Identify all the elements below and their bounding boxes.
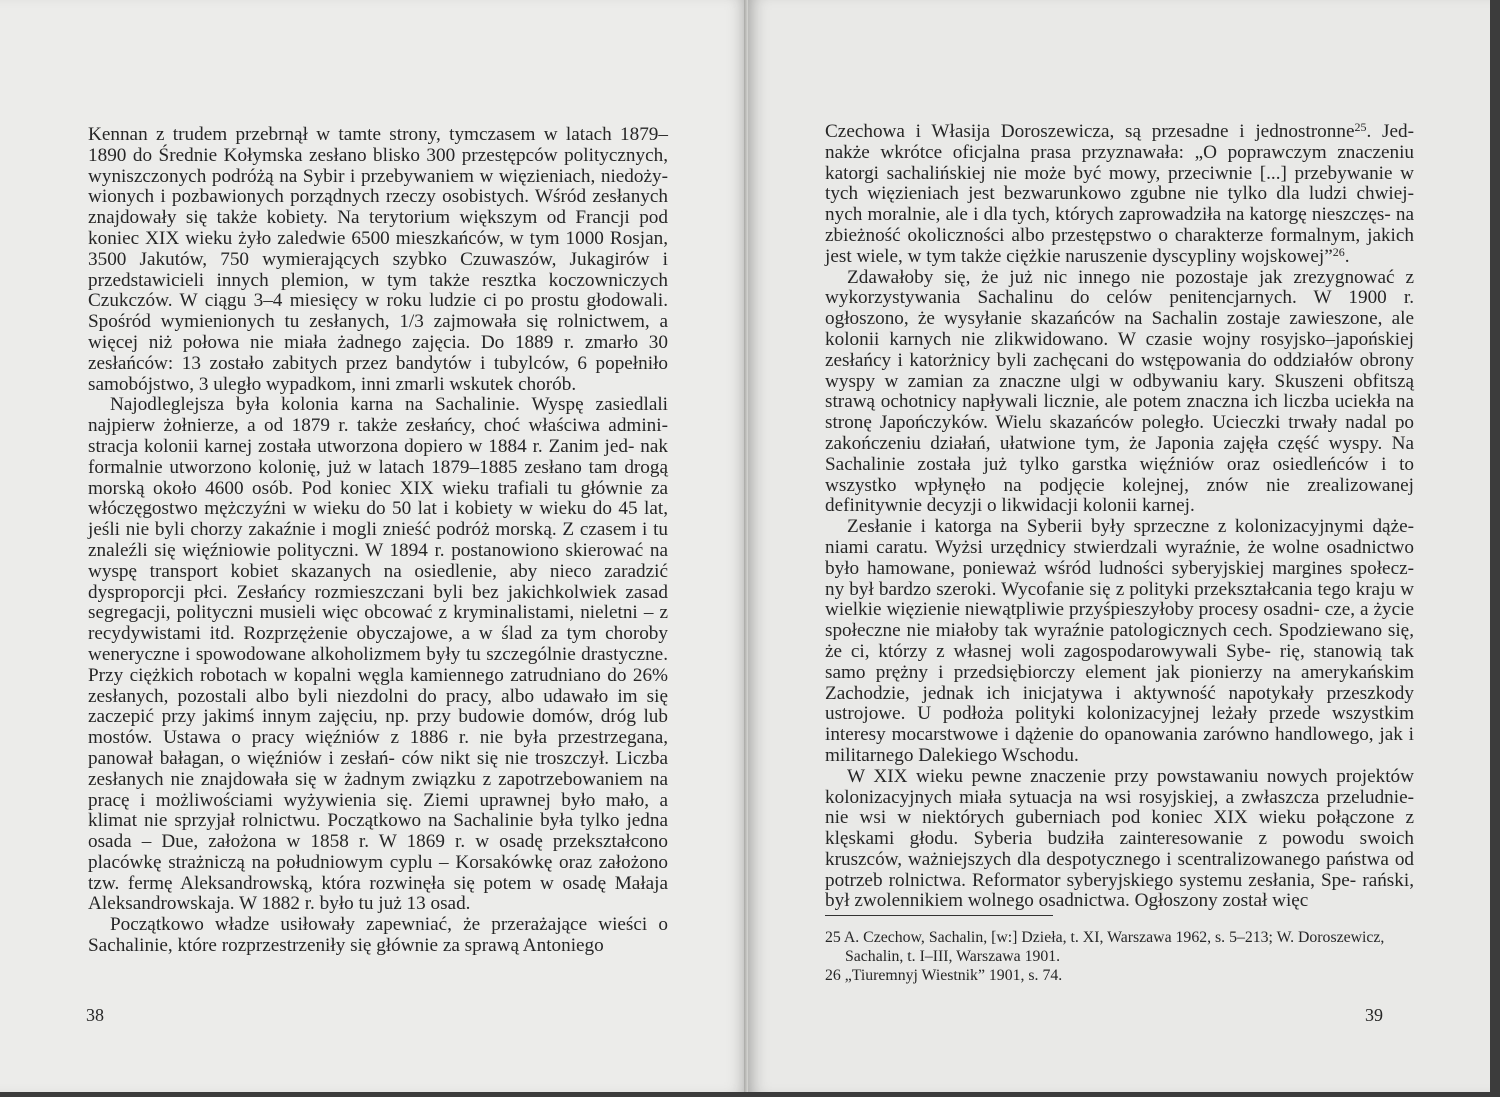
page-number-left: 38 [86, 1005, 104, 1025]
paragraph [88, 395, 668, 915]
text-line: wyniszczonych podróżą na Sybir i przebywaniem w więzieniach, niedoży- [88, 165, 668, 187]
text-line: Z czasem i tu znaleźli się więźniowie polityczni. W 1894 r. postanowiono [88, 519, 669, 561]
text-line: handlowego, jak i militarnego Dalekiego Wschodu. [825, 724, 1415, 766]
text-line: nie wsi w niektórych guberniach pod koniec XIX wieku połączone [825, 807, 1395, 829]
text-line: W XIX wieku pewne znaczenie przy powstawaniu nowych projektów [847, 765, 1414, 787]
footnotes [825, 929, 1414, 987]
text-line: na zbieżność okoliczności albo przestępstwo o charakterze formalnym, [825, 204, 1414, 246]
right-page [748, 0, 1490, 1092]
text-fragment: . [1344, 245, 1350, 267]
text-line: Zesłanie i katorga na Syberii były sprzeczne z kolonizacyjnymi dąże- [847, 516, 1414, 538]
text-line: Czechowa i Własija Doroszewicza, są przesadne i jednostronne [825, 121, 1355, 142]
text-line: trwały nadal po zakończeniu działań, ułatwione tym, że Japonia zajęła [825, 412, 1415, 454]
footnote-reference: 25 [1354, 120, 1367, 134]
text-line: obrony wyspy w zamian za znaczne ulgi w odbywaniu kary. Skuszeni [825, 349, 1415, 392]
left-page-body-text [88, 125, 668, 957]
text-line: tu już 13 osad. [358, 893, 471, 915]
text-line: zesłańcy i katorżnicy byli zachęcani do wstępowania do oddziałów [825, 349, 1354, 371]
text-line: zasad segregacji, polityczni musieli więc obcować z kryminalistami, [88, 581, 668, 624]
text-line: ców nikt się nie troszczył. Liczba zesłanych nie znajdowała się w żadnym [88, 747, 668, 790]
text-line: skierować na wyspę transport kobiet skazanych na osiedlenie, aby nieco [88, 539, 668, 582]
footnote-number: 26 [825, 967, 841, 984]
paragraph [88, 125, 668, 395]
text-line: obfitszą strawą ochotnicy napływali licznie, ale potem znaczna ich liczba [825, 370, 1415, 413]
text-line: w tych więzieniach jest bezwarunkowo zgubne nie tylko dla ludzi chwiej- [825, 162, 1414, 205]
text-line: tym choroby weneryczne i spowodowane alkoholizmem były tu [88, 623, 668, 665]
paragraph [825, 122, 1414, 268]
text-line: zesłańców: 13 zostało zabitych przez bandytów i tubylców, 6 popełniło [88, 352, 668, 374]
text-line: niami caratu. Wyżsi urzędnicy stwierdzali wyraźnie, że wolne osadnictwo [825, 536, 1414, 558]
text-line: 3500 Jakutów, 750 wymierających szybko Czuwaszów, Jukagirów i [88, 248, 668, 270]
text-line: najpierw żołnierze, a od 1879 r. także zesłańcy, choć właściwa admini- [88, 415, 668, 437]
text-line: zaradzić dysproporcji płci. Zesłańcy rozmieszczani byli bez jakichkolwiek [88, 560, 669, 603]
footnote-text: A. Czechow, Sachalin, [w:] Dzieła, t. XI, Warszawa 1962, s. 5–213; W. Doroszewicz, [843, 929, 1385, 946]
text-line: katorgi sachalińskiej nie może być mowy, przeciwnie [...] przebywanie [825, 162, 1393, 184]
text-line: na Sachalinie była tylko jedna osada – Due, założona w 1858 r. [88, 810, 669, 853]
text-line: do 45 lat, jeśli nie byli chorzy zakaźnie i mogli znieść podróż morską. [88, 498, 669, 541]
text-line: stracja kolonii karnej została utworzona dopiero w 1884 r. Zanim jed- [88, 435, 635, 457]
text-line: Spośród wymienionych tu zesłanych, 1/3 zajmowała się rolnictwem, [88, 311, 650, 333]
text-line: z 1886 r. nie była przestrzegana, panował bałagan, o więźniów i zesłań- [88, 727, 669, 769]
text-line: ny był bardzo szeroki. Wycofanie się z polityki przekształcania tego [825, 578, 1351, 600]
text-line: Początkowo władze usiłowały zapewniać, że przerażające wieści [110, 914, 648, 936]
text-line: osiedleńców i to wszystko wpłynęło na podjęcie kolejnej, znów nie [825, 453, 1415, 496]
text-line: amerykańskim Zachodzie, jednak ich inicjatywa i aktywność napotykały [825, 661, 1415, 704]
paragraph [825, 268, 1414, 518]
footnote-text: „Tiuremnyj Wiestnik” 1901, s. 74. [844, 967, 1063, 984]
text-line: samobójstwo, 3 uległo wypadkom, inni zmarli wskutek chorób. [88, 373, 577, 395]
text-line: a więcej niż połowa nie miała żadnego zajęcia. Do 1889 r. zmarło 30 [88, 311, 668, 353]
footnote-text: Sachalin, t. I–III, Warszawa 1901. [845, 947, 1061, 965]
text-fragment: . Jed- [1366, 121, 1414, 142]
text-line: nych moralnie, ale i dla tych, których zaprowadziła na katorgę nieszczęs- [825, 204, 1391, 226]
text-line: przedstawicieli innych plemion, w tym także resztka koczowniczych [88, 269, 668, 291]
text-line: od potrzeb rolnictwa. Reformator syberyjskiego systemu zesłania, Spe- [825, 848, 1415, 891]
text-line: koniec XIX wieku żyło zaledwie 6500 mieszkańców, w tym 1000 Rosjan, [88, 227, 668, 249]
footnote [825, 967, 1414, 986]
text-line: rię, stanowią tak samo prężny i przedsiębiorczy element jak pionierzy na [825, 640, 1415, 683]
text-line: kolonii karnych nie zlikwidowano. W czasie wojny rosyjsko–japońskiej [825, 328, 1414, 350]
paragraph [825, 767, 1414, 913]
paragraph [88, 915, 668, 957]
text-line: głównie za włóczęgostwo mężczyźni w wieku do 50 lat i kobiety w wieku [88, 477, 669, 520]
text-line: z klęskami głodu. Syberia budziła zainteresowanie z powodu swoich [825, 807, 1415, 850]
left-page [0, 0, 748, 1092]
text-line: przeszkody ustrojowe. U podłoża polityki kolonizacyjnej leżały przede [825, 682, 1414, 725]
text-line: Ziemi uprawnej było mało, a klimat nie sprzyjał rolnictwu. Początkowo [88, 789, 668, 832]
text-line: nakże wkrótce oficjalna prasa przyznawała: „O poprawczym znaczeniu [825, 141, 1414, 163]
text-line: jakich jest wiele, w tym także ciężkie naruszenie dyscypliny wojskowej” [825, 224, 1414, 267]
text-line: było hamowane, ponieważ wśród ludności syberyjskiej margines społecz- [825, 557, 1414, 579]
text-line: rański, był zwolennikiem wolnego osadnictwa. Ogłoszony został więc [825, 869, 1415, 912]
text-line: przy budowie domów, dróg lub mostów. Ustawa o pracy więźniów [88, 706, 668, 749]
text-line: Zdawałoby się, że już nic innego nie pozostaje jak zrezygnować [847, 266, 1395, 288]
text-line: kamiennego zatrudniano do 26% zesłanych, pozostali albo byli niezdolni [88, 664, 669, 707]
text-line: uciekła na stronę Japończyków. Wielu skazańców poległo. Ucieczki [825, 391, 1415, 434]
page-number-right: 39 [1365, 1005, 1383, 1025]
text-line: nak formalnie utworzono kolonię, już w latach 1879–1885 zesłano tam [88, 435, 668, 478]
text-line: część wyspy. Na Sachalinie została już tylko garstka więźniów oraz [825, 432, 1415, 475]
footnote-number: 25 [825, 929, 841, 946]
text-line: nieletni – z recydywistami itd. Rozprzężenie obyczajowe, a w ślad za [88, 602, 668, 645]
right-page-body-text [825, 122, 1414, 912]
paragraph [825, 517, 1414, 767]
text-line: cze, a życie społeczne nie miałoby tak wyraźnie patologicznych cech. [825, 599, 1414, 642]
text-line: kolonizacyjnych miała sytuacja na wsi rosyjskiej, a zwłaszcza przeludnie- [825, 786, 1414, 808]
footnote-reference: 26 [1332, 244, 1345, 259]
footnote-separator [825, 915, 1053, 916]
text-line: o Sachalinie, które rozprzestrzeniły się głównie za sprawą Antoniego [88, 914, 668, 957]
text-line: W 1869 r. w osadę przekształcono placówkę strażniczą na południowym [88, 831, 668, 873]
text-line: 1890 do Średnie Kołymska zesłano blisko 300 przestępców politycznych, [88, 144, 668, 166]
text-line: kraju w wielkie więzienie niewątpliwie przyśpieszyłoby procesy osadni- [825, 578, 1415, 621]
text-line: wszystkim interesy mocarstwowe i dążenie do opanowania zarówno [825, 703, 1414, 746]
text-line: Spodziewano się, że ci, którzy z własnej woli zagospodarowywali Sybe- [825, 620, 1414, 662]
text-line: szczególnie drastyczne. Przy ciężkich robotach w kopalni węgla [88, 643, 668, 686]
text-line: z wykorzystywania Sachalinu do celów penitencjarnych. W 1900 r. [825, 266, 1414, 309]
text-line: Kennan z trudem przebrnął w tamte strony, tymczasem w latach 1879– [88, 124, 668, 145]
text-line: znajdowały się także kobiety. Na terytorium większym od Francji pod [88, 207, 668, 229]
text-line: do pracy, albo udawało im się zaczepić przy jakimś innym zajęciu, np. [88, 685, 669, 728]
text-line: zrealizowanej definitywnie decyzji o likwidacji kolonii karnej. [825, 474, 1415, 517]
text-line: drogą morską około 4600 osób. Pod koniec XIX wieku trafiali tu [88, 456, 668, 499]
text-line: Czukczów. W ciągu 3–4 miesięcy w roku ludzie ci po prostu głodowali. [88, 290, 668, 312]
text-line: cyplu – Korsakówkę oraz założono tzw. fermę Aleksandrowską, która [88, 851, 669, 894]
text-line: związku z zapotrzebowaniem na pracę i możliwościami wyżywienia się. [88, 768, 669, 811]
text-line: rozwinęła się potem w osadę Małaja Aleksandrowskaja. W 1882 r. było [88, 872, 669, 915]
text-line: wionych i pozbawionych porządnych rzeczy osobistych. Wśród zesłanych [88, 186, 668, 208]
text-line: Najodleglejsza była kolonia karna na Sachalinie. Wyspę zasiedlali [110, 394, 668, 416]
text-line: ogłoszono, że wysyłanie skazańców na Sachalin zostaje zawieszone, ale [825, 308, 1414, 330]
footnote [825, 929, 1414, 966]
text-line: kruszców, ważniejszych dla despotycznego i scentralizowanego państwa [825, 848, 1389, 870]
